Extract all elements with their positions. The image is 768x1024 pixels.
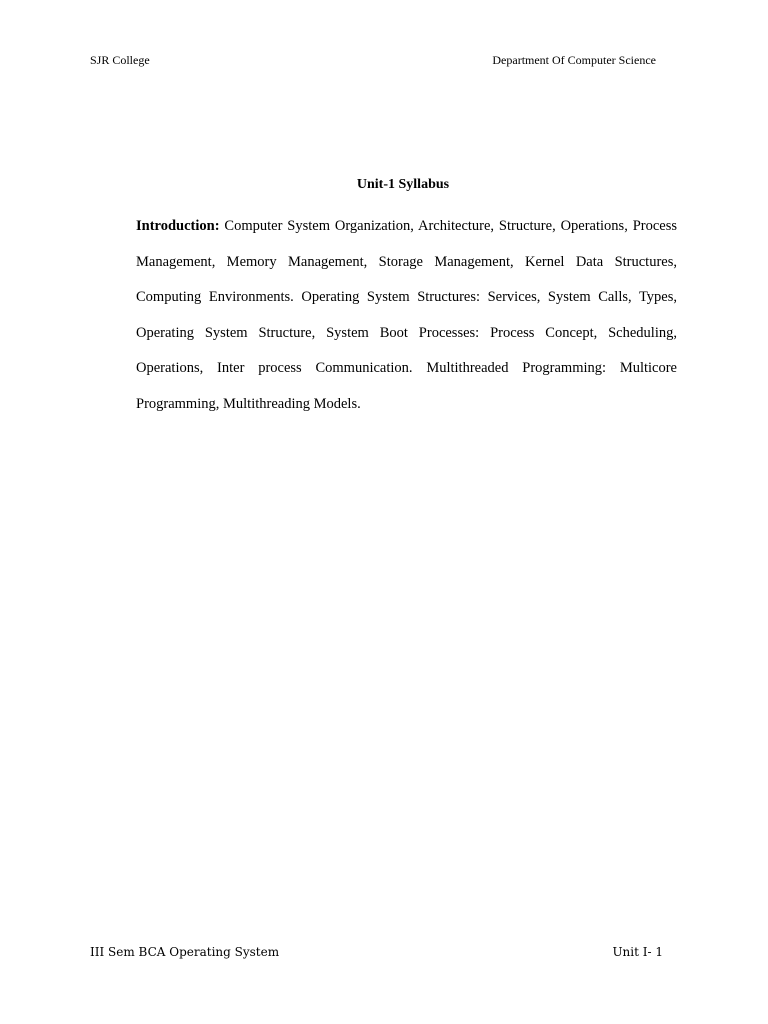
footer-course: III Sem BCA Operating System (90, 945, 280, 959)
header-college-name: SJR College (90, 53, 150, 67)
header-department: Department Of Computer Science (492, 53, 656, 67)
syllabus-paragraph (136, 209, 677, 423)
page-title: Unit-1 Syllabus (356, 177, 450, 192)
paragraph-lead: Introduction: (136, 218, 220, 234)
paragraph-text: Computer System Organization, Architecture, Structure, Operations, Process Management, Memory Management, Storage Management, Kernel Data Structures, Computing Environments. Operating System Structures: Services, System Calls, Types, Operating System Structure, System Boot Processes: Process Concept, Scheduling, Operations, Inter process Communication. Multithreaded Programming: Multicore Programming, Multithreading Models. (136, 218, 677, 412)
footer-page-number: Unit I- 1 (612, 945, 663, 959)
